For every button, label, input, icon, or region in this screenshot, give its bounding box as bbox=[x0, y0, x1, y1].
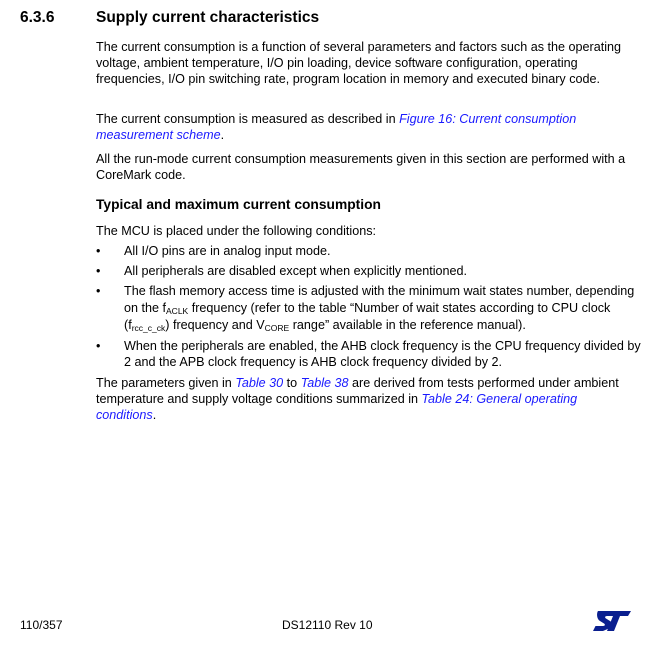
list-item-text: ) frequency and V bbox=[165, 318, 265, 332]
conditions-intro bbox=[96, 223, 636, 239]
st-logo-shape bbox=[593, 611, 631, 631]
paragraph-text: . bbox=[220, 128, 225, 142]
table-24-link[interactable]: Table 24: General operating conditions bbox=[96, 392, 578, 422]
bullet-icon: • bbox=[96, 284, 101, 298]
bullet-icon: • bbox=[96, 264, 101, 278]
list-item bbox=[96, 263, 641, 279]
list-item-text: frequency (refer to the table “Number of wait states according to CPU clock (f bbox=[124, 301, 611, 332]
section-number: 6.3.6 bbox=[20, 9, 55, 26]
list-item-text: The flash memory access time is adjusted with the minimum wait states number, depending on the f bbox=[124, 284, 635, 315]
list-item-text: All I/O pins are in analog input mode. bbox=[124, 244, 331, 258]
st-logo-icon bbox=[592, 610, 632, 632]
document-revision: DS12110 Rev 10 bbox=[282, 618, 373, 632]
subscript-core: CORE bbox=[264, 323, 290, 333]
figure-16-link[interactable]: Figure 16: Current consumption measurement scheme bbox=[96, 112, 577, 142]
list-item-text: All peripherals are disabled except when explicitly mentioned. bbox=[124, 264, 468, 278]
paragraph-text: The MCU is placed under the following conditions: bbox=[96, 224, 377, 238]
list-item bbox=[96, 338, 641, 370]
subscript-rcc-c-ck: rcc_c_ck bbox=[131, 323, 166, 333]
paragraph-coremark bbox=[96, 151, 636, 183]
bullet-icon: • bbox=[96, 339, 101, 353]
paragraph-text: are derived from tests performed under ambient temperature and supply voltage conditions summarized in bbox=[96, 376, 619, 406]
paragraph-text: . bbox=[152, 408, 157, 422]
paragraph-intro bbox=[96, 39, 636, 87]
list-item bbox=[96, 283, 641, 334]
paragraph-text: All the run-mode current consumption measurements given in this section are performed with a CoreMark code. bbox=[96, 152, 626, 182]
paragraph-text: The current consumption is a function of several parameters and factors such as the operating voltage, ambient temperature, I/O pin loading, device software configuration, operating frequencies, I/O pin switching rate, program location in memory and executed binary code. bbox=[96, 40, 622, 86]
page-number: 110/357 bbox=[20, 618, 63, 632]
paragraph-parameters bbox=[96, 375, 636, 423]
list-item-text: range” available in the reference manual). bbox=[289, 318, 526, 332]
paragraph-measurement bbox=[96, 111, 636, 143]
conditions-list bbox=[96, 243, 641, 374]
subsection-title: Typical and maximum current consumption bbox=[96, 197, 381, 212]
list-item-text: When the peripherals are enabled, the AHB clock frequency is the CPU frequency divided by 2 and the APB clock frequency is AHB clock frequency divided by 2. bbox=[124, 339, 641, 369]
subscript-aclk: ACLK bbox=[166, 306, 189, 316]
section-title: Supply current characteristics bbox=[96, 9, 320, 26]
paragraph-text: The current consumption is measured as described in bbox=[96, 112, 400, 126]
list-item bbox=[96, 243, 641, 259]
table-30-link[interactable]: Table 30 bbox=[235, 376, 284, 390]
bullet-icon: • bbox=[96, 244, 101, 258]
paragraph-text: The parameters given in bbox=[96, 376, 236, 390]
paragraph-text: to bbox=[283, 376, 301, 390]
table-38-link[interactable]: Table 38 bbox=[300, 376, 349, 390]
